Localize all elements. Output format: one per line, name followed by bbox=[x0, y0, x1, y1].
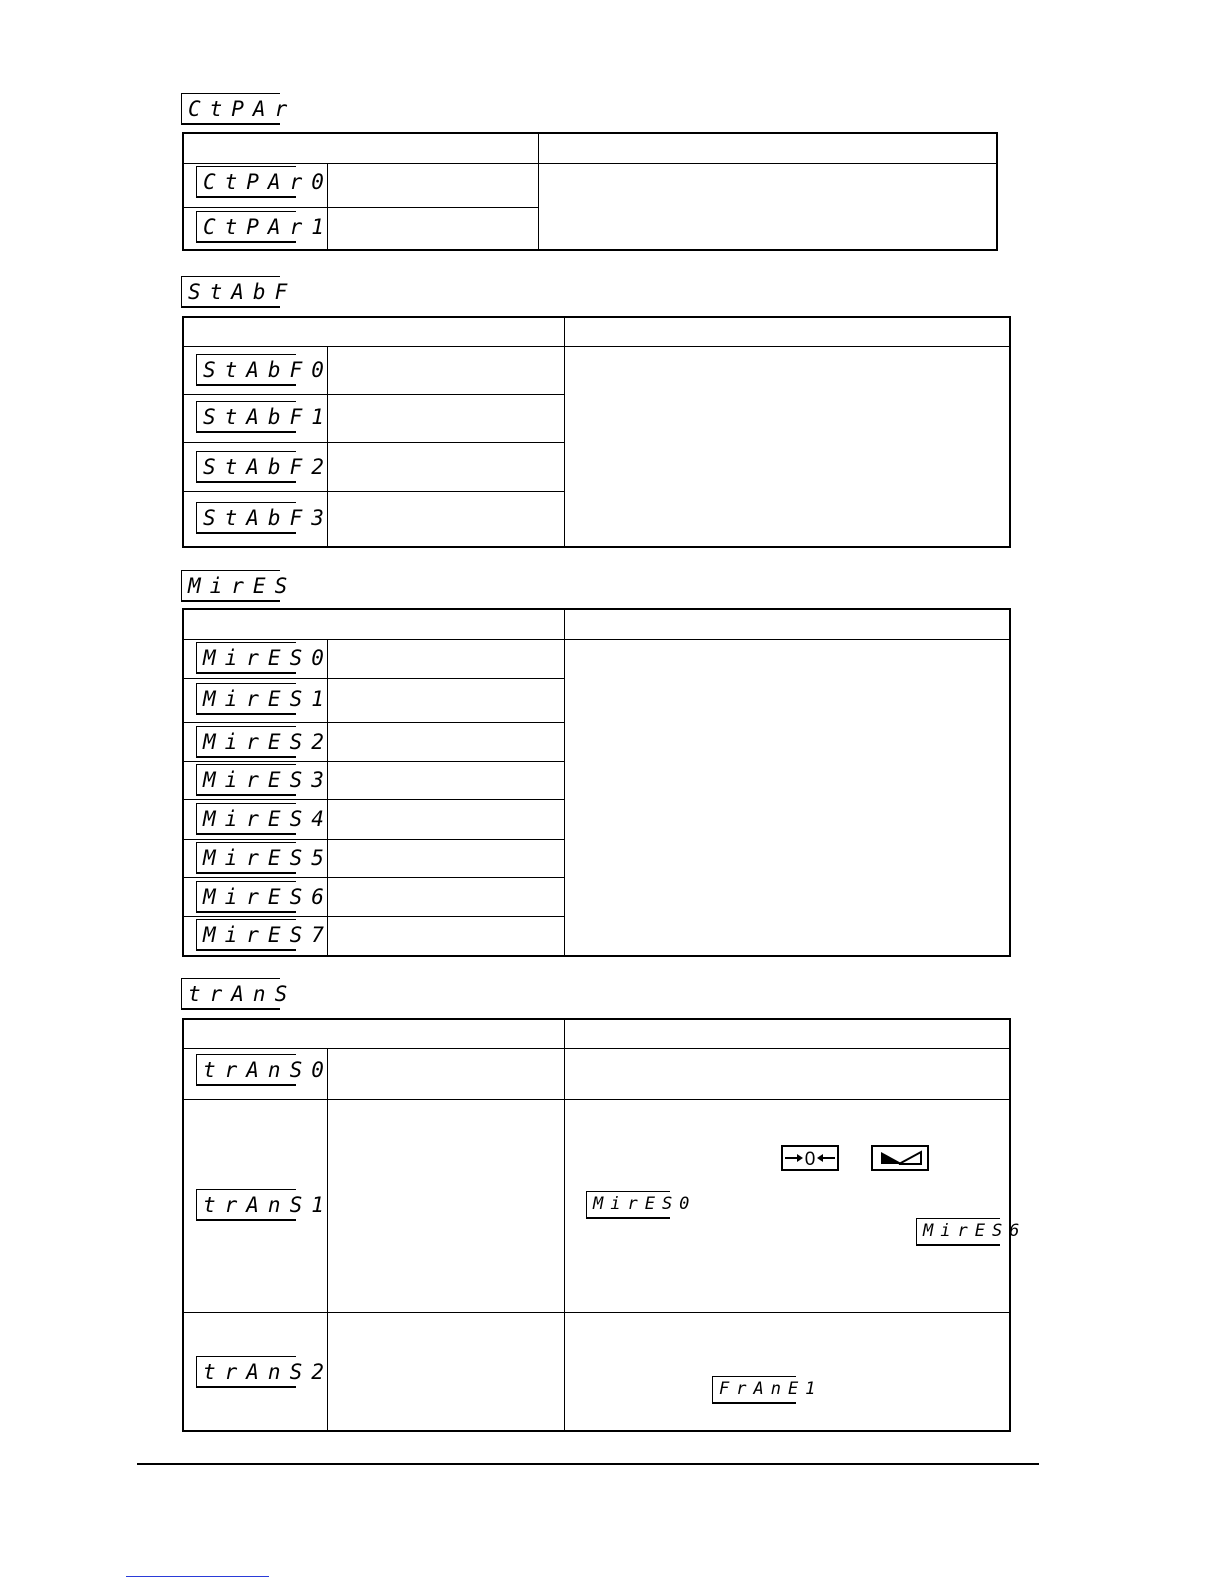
zero-arrows-icon bbox=[781, 1145, 839, 1171]
row-divider bbox=[184, 1312, 1009, 1313]
tare-triangle-icon-graphic bbox=[873, 1147, 927, 1169]
column-divider bbox=[564, 318, 565, 546]
column-divider bbox=[564, 610, 565, 955]
section-code-ctpar bbox=[181, 93, 297, 125]
lcd-text: StAbF bbox=[188, 280, 297, 304]
header-divider bbox=[184, 1048, 1009, 1049]
row-divider bbox=[184, 491, 564, 492]
table-row: trAnS1 bbox=[196, 1189, 296, 1221]
row-divider bbox=[184, 839, 564, 840]
section-code-mires bbox=[181, 570, 297, 602]
inline-code-mires6: MirES6 bbox=[916, 1218, 1000, 1246]
column-divider bbox=[564, 1020, 565, 1430]
table-row: MirES2 bbox=[196, 726, 296, 758]
footer-link-underline bbox=[126, 1576, 269, 1577]
section-code-trans bbox=[181, 978, 297, 1010]
table-row: StAbF3 bbox=[196, 502, 296, 534]
row-divider bbox=[184, 799, 564, 800]
table-row: StAbF2 bbox=[196, 451, 296, 483]
row-divider bbox=[184, 394, 564, 395]
inline-code-mires0: MirES0 bbox=[586, 1191, 670, 1219]
table-row: StAbF1 bbox=[196, 401, 296, 433]
footer-rule bbox=[137, 1463, 1039, 1465]
table-row: MirES4 bbox=[196, 803, 296, 835]
header-divider bbox=[184, 163, 996, 164]
row-divider bbox=[184, 1099, 1009, 1100]
table-row: MirES3 bbox=[196, 764, 296, 796]
row-divider bbox=[184, 761, 564, 762]
row-divider bbox=[184, 678, 564, 679]
table-row: MirES5 bbox=[196, 842, 296, 874]
header-divider bbox=[184, 639, 1009, 640]
table-row: trAnS0 bbox=[196, 1054, 296, 1086]
tare-triangle-icon bbox=[871, 1145, 929, 1171]
header-divider bbox=[184, 346, 1009, 347]
lcd-text: MirES bbox=[188, 574, 297, 598]
section-code-stabf bbox=[181, 276, 297, 308]
zero-arrows-icon-graphic bbox=[783, 1147, 837, 1169]
row-divider bbox=[184, 207, 538, 208]
table-row: StAbF0 bbox=[196, 354, 296, 386]
lcd-text: CtPAr bbox=[188, 97, 297, 121]
row-divider bbox=[184, 877, 564, 878]
table-row: MirES0 bbox=[196, 642, 296, 674]
inline-code-frame1: FrAnE1 bbox=[712, 1376, 796, 1404]
row-divider bbox=[184, 442, 564, 443]
table-row: CtPAr1 bbox=[196, 211, 296, 243]
zero-glyph: 0 bbox=[804, 1149, 816, 1169]
lcd-text: trAnS bbox=[188, 982, 297, 1006]
table-row: MirES6 bbox=[196, 881, 296, 913]
table-row: MirES7 bbox=[196, 919, 296, 951]
row-divider bbox=[184, 916, 564, 917]
table-row: CtPAr0 bbox=[196, 166, 296, 198]
row-divider bbox=[184, 722, 564, 723]
column-divider bbox=[538, 134, 539, 249]
table-row: trAnS2 bbox=[196, 1356, 296, 1388]
table-row: MirES1 bbox=[196, 683, 296, 715]
